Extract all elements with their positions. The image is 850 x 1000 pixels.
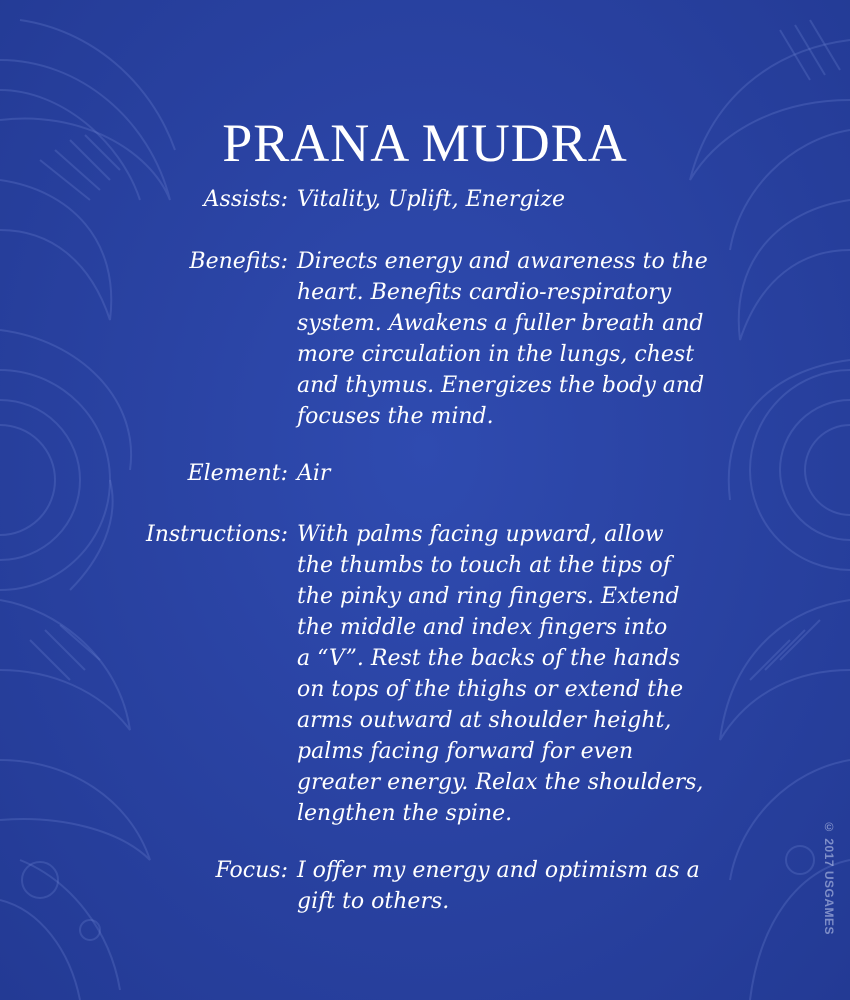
benefits-line: Directs energy and awareness to the xyxy=(297,249,708,274)
benefits-label: Benefits: xyxy=(189,249,288,274)
benefits-line: focuses the mind. xyxy=(297,404,494,429)
copyright-notice: © 2017 USGAMES xyxy=(822,820,836,936)
assists-label: Assists: xyxy=(203,187,288,212)
element-line: Air xyxy=(297,461,331,486)
instructions-line: a “V”. Rest the backs of the hands xyxy=(297,646,680,671)
instructions-line: the middle and index fingers into xyxy=(297,615,668,640)
focus-line: I offer my energy and optimism as a xyxy=(297,858,700,883)
instructions-line: the pinky and ring fingers. Extend xyxy=(297,584,680,609)
instructions-value xyxy=(297,519,755,829)
element-label: Element: xyxy=(187,461,288,486)
benefits-line: and thymus. Energizes the body and xyxy=(297,373,705,398)
focus-label: Focus: xyxy=(215,858,288,883)
assists-value xyxy=(297,184,755,215)
focus-line: gift to others. xyxy=(297,889,450,914)
instructions-line: With palms facing upward, allow xyxy=(297,522,664,547)
card-title: PRANA MUDRA xyxy=(222,113,628,173)
benefits-line: system. Awakens a fuller breath and xyxy=(297,311,704,336)
instructions-label: Instructions: xyxy=(146,522,288,547)
focus-value xyxy=(297,855,755,917)
instructions-line: the thumbs to touch at the tips of xyxy=(297,553,671,578)
instructions-line: lengthen the spine. xyxy=(297,801,513,826)
instructions-line: greater energy. Relax the shoulders, xyxy=(297,770,704,795)
element-value xyxy=(297,458,755,489)
assists-line: Vitality, Uplift, Energize xyxy=(297,187,566,212)
benefits-line: heart. Benefits cardio-respiratory xyxy=(297,280,672,305)
benefits-line: more circulation in the lungs, chest xyxy=(297,342,695,367)
benefits-value xyxy=(297,246,755,432)
instructions-line: arms outward at shoulder height, xyxy=(297,708,672,733)
instructions-line: palms facing forward for even xyxy=(297,739,634,764)
instructions-line: on tops of the thighs or extend the xyxy=(297,677,684,702)
